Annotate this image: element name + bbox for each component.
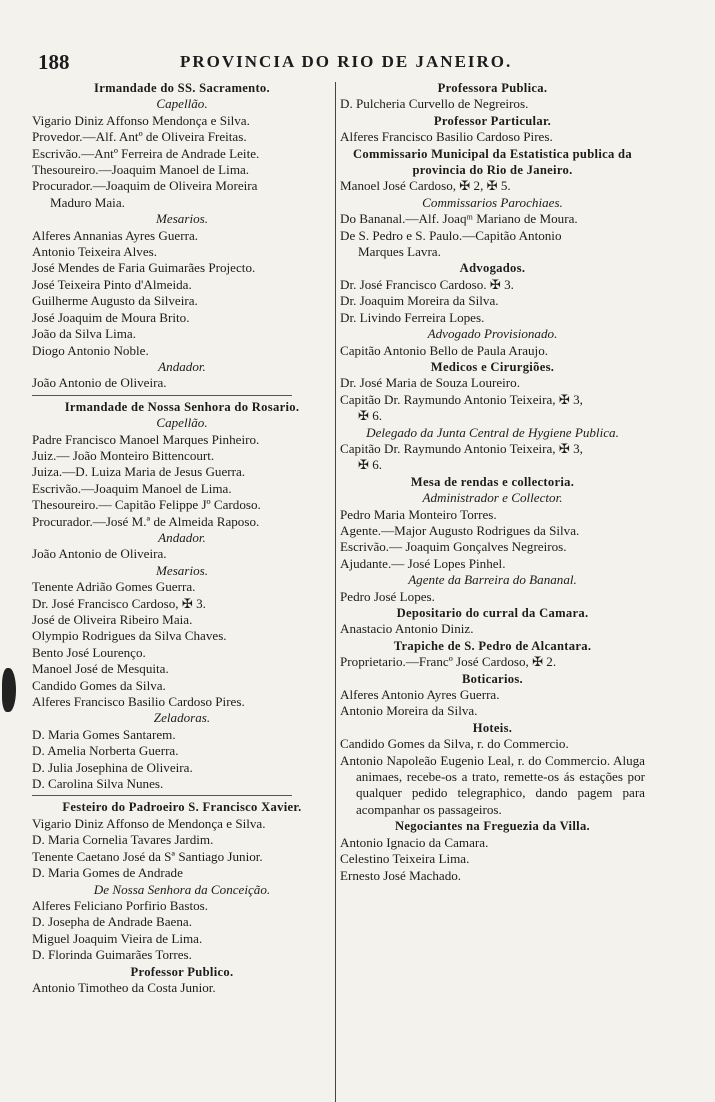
entry-text: Antonio Teixeira Alves. [32, 244, 158, 260]
entry-text: Do Bananal.—Alf. Joaqᵐ Mariano de Moura. [340, 211, 578, 227]
entry-text: José Mendes de Faria Guimarães Projecto. [32, 260, 256, 276]
section-heading: Negociantes na Freguezia da Villa. [394, 819, 590, 834]
entry-text: Proprietario.—Francº José Cardoso, ✠ 2. [340, 654, 557, 670]
subheading: Mesarios. [155, 562, 208, 578]
entry-text: João Antonio de Oliveira. [32, 375, 167, 391]
entry-text: Anastacio Antonio Diniz. [340, 621, 474, 637]
entry-text: Ajudante.— José Lopes Pinhel. [340, 555, 506, 571]
entry-text: Antonio Ignacio da Camara. [340, 834, 489, 850]
section-heading: Professor Publico. [130, 964, 234, 979]
entry-text: Juiz.— João Monteiro Bittencourt. [32, 447, 215, 463]
entry-text: José de Oliveira Ribeiro Maia. [32, 612, 193, 627]
subheading: Mesarios. [155, 211, 208, 227]
entry-text: Agente.—Major Augusto Rodrigues da Silva. [340, 522, 580, 538]
entry-text: Dr. José Francisco Cardoso. ✠ 3. [340, 276, 514, 292]
entry-text: Alferes Annanias Ayres Guerra. [32, 227, 199, 243]
entry-continuation: ✠ 6. [358, 408, 383, 424]
section-heading: Professor Particular. [433, 113, 552, 128]
section-heading: Festeiro do Padroeiro S. Francisco Xavier. [62, 800, 302, 815]
section-heading: Advogados. [459, 261, 526, 276]
entry-text: Alferes Francisco Basilio Cardoso Pires. [32, 694, 245, 710]
subheading: Administrador e Collector. [422, 490, 563, 506]
entry-text: Escrivão.— Joaquim Gonçalves Negreiros. [340, 539, 567, 555]
section-heading: Irmandade de Nossa Senhora do Rosario. [64, 399, 300, 414]
entry-text: Celestino Teixeira Lima. [340, 851, 470, 867]
entry-text: Alferes Francisco Basilio Cardoso Pires. [340, 129, 553, 145]
entry-text: Procurador.—José M.ª de Almeida Raposo. [32, 513, 260, 529]
entry-text: Antonio Moreira da Silva. [340, 703, 478, 719]
subheading: Zeladoras. [153, 710, 211, 726]
entry-text: D. Maria Gomes Santarem. [32, 726, 176, 742]
section-heading: Depositario do curral da Camara. [396, 606, 589, 620]
entry-text: Manoel José Cardoso, ✠ 2, ✠ 5. [340, 178, 511, 194]
entry-text: Padre Francisco Manoel Marques Pinheiro. [32, 431, 260, 447]
entry-text: Candido Gomes da Silva, r. do Commercio. [340, 736, 569, 752]
entry-text: Diogo Antonio Noble. [32, 342, 149, 358]
entry-text: Dr. José Maria de Souza Loureiro. [340, 375, 520, 391]
section-heading: Hoteis. [472, 720, 513, 735]
entry-continuation: Marques Lavra. [358, 244, 441, 260]
subheading: Andador. [158, 529, 206, 545]
entry-text: D. Julia Josephina de Oliveira. [32, 759, 193, 775]
entry-text: Dr. Livindo Ferreira Lopes. [340, 309, 485, 325]
right-column [340, 80, 645, 884]
section-heading: Medicos e Cirurgiões. [430, 359, 555, 374]
entry-text: D. Maria Cornelia Tavares Jardim. [32, 832, 214, 848]
entry-text: D. Josepha de Andrade Baena. [32, 914, 192, 930]
entry-text: Alferes Feliciano Porfirio Bastos. [32, 897, 209, 913]
subheading: Capellão. [156, 415, 208, 431]
entry-text: Bento José Lourenço. [32, 644, 146, 660]
entry-text: Manoel José de Mesquita. [32, 661, 169, 677]
entry-text: Pedro Maria Monteiro Torres. [340, 506, 497, 522]
entry-text: Ernesto José Machado. [340, 867, 462, 883]
entry-text: D. Florinda Guimarães Torres. [32, 947, 192, 963]
entry-text: Escrivão.—Antº Ferreira de Andrade Leite. [32, 145, 260, 161]
subheading: Commissarios Parochiaes. [422, 194, 563, 210]
entry-text: Capitão Antonio Bello de Paula Araujo. [340, 342, 549, 358]
entry-text: Thesoureiro.—Joaquim Manoel de Lima. [32, 162, 250, 178]
entry-text: José Joaquim de Moura Brito. [32, 309, 190, 325]
entry-text: Olympio Rodrigues da Silva Chaves. [32, 628, 227, 644]
entry-text: De S. Pedro e S. Paulo.—Capitão Antonio [340, 227, 562, 243]
column-divider [335, 82, 336, 1102]
entry-text: Tenente Caetano José da Sª Santiago Junior. [32, 848, 263, 864]
section-heading: Commissario Municipal da Estatistica publica da provincia do Rio de Janeiro. [353, 146, 632, 178]
section-heading: Irmandade do SS. Sacramento. [94, 81, 270, 95]
entry-text: Capitão Dr. Raymundo Antonio Teixeira, ✠ 3, [340, 391, 583, 407]
section-heading: Mesa de rendas e collectoria. [410, 474, 575, 489]
section-heading: Professora Publica. [437, 81, 548, 95]
entry-continuation: ✠ 6. [358, 457, 383, 473]
entry-text: Dr. Joaquim Moreira da Silva. [340, 293, 499, 309]
section-divider [32, 795, 292, 796]
entry-text: Thesoureiro.— Capitão Felippe Jº Cardoso. [32, 497, 261, 513]
entry-text: Provedor.—Alf. Antº de Oliveira Freitas. [32, 129, 247, 145]
page-header [30, 50, 690, 74]
section-divider [32, 395, 292, 396]
entry-text: Tenente Adrião Gomes Guerra. [32, 579, 196, 595]
entry-text: Guilherme Augusto da Silveira. [32, 293, 198, 309]
ink-blot [2, 668, 16, 712]
entry-text: D. Pulcheria Curvello de Negreiros. [340, 96, 529, 112]
page-number: 188 [38, 50, 70, 74]
page-title: PROVINCIA DO RIO DE JANEIRO. [180, 52, 513, 71]
entry-text: Juiza.—D. Luiza Maria de Jesus Guerra. [32, 464, 246, 480]
entry-text: Alferes Antonio Ayres Guerra. [340, 687, 500, 703]
entry-text: Pedro José Lopes. [340, 588, 435, 604]
entry-text: Escrivão.—Joaquim Manoel de Lima. [32, 480, 232, 496]
entry-text: D. Amelia Norberta Guerra. [32, 743, 179, 759]
entry-continuation: Maduro Maia. [50, 194, 125, 210]
subheading: Capellão. [156, 96, 208, 112]
entry-text: João Antonio de Oliveira. [32, 546, 167, 562]
entry-text: Vigario Diniz Affonso de Mendonça e Silva. [32, 815, 266, 831]
entry-text: D. Maria Gomes de Andrade [32, 865, 183, 881]
entry-text: João da Silva Lima. [32, 326, 137, 342]
subheading: Andador. [158, 358, 206, 374]
entry-text: Vigario Diniz Affonso Mendonça e Silva. [32, 112, 250, 128]
subheading: Delegado da Junta Central de Hygiene Publica. [366, 424, 619, 440]
entry-text: Capitão Dr. Raymundo Antonio Teixeira, ✠ 3, [340, 440, 583, 456]
entry-text: Antonio Timotheo da Costa Junior. [32, 979, 216, 995]
entry-text: Dr. José Francisco Cardoso, ✠ 3. [32, 595, 206, 611]
entry-text: Antonio Napoleão Eugenio Leal, r. do Commercio. Aluga animaes, recebe-os a trato, remette-os ás estações por qualquer pedido telegraphico, dando pagem para acompanhar os passageiros. [340, 752, 645, 817]
entry-text: Miguel Joaquim Vieira de Lima. [32, 930, 203, 946]
entry-text: Procurador.—Joaquim de Oliveira Moreira [32, 178, 258, 194]
subheading: Advogado Provisionado. [427, 326, 558, 342]
entry-text: Candido Gomes da Silva. [32, 677, 166, 693]
section-heading: Boticarios. [461, 671, 523, 686]
subheading: Agente da Barreira do Bananal. [408, 572, 577, 588]
subheading: De Nossa Senhora da Conceição. [93, 881, 271, 897]
section-heading: Trapiche de S. Pedro de Alcantara. [393, 638, 592, 653]
entry-text: D. Carolina Silva Nunes. [32, 776, 164, 792]
entry-text: José Teixeira Pinto d'Almeida. [32, 276, 192, 292]
left-column [32, 80, 332, 996]
